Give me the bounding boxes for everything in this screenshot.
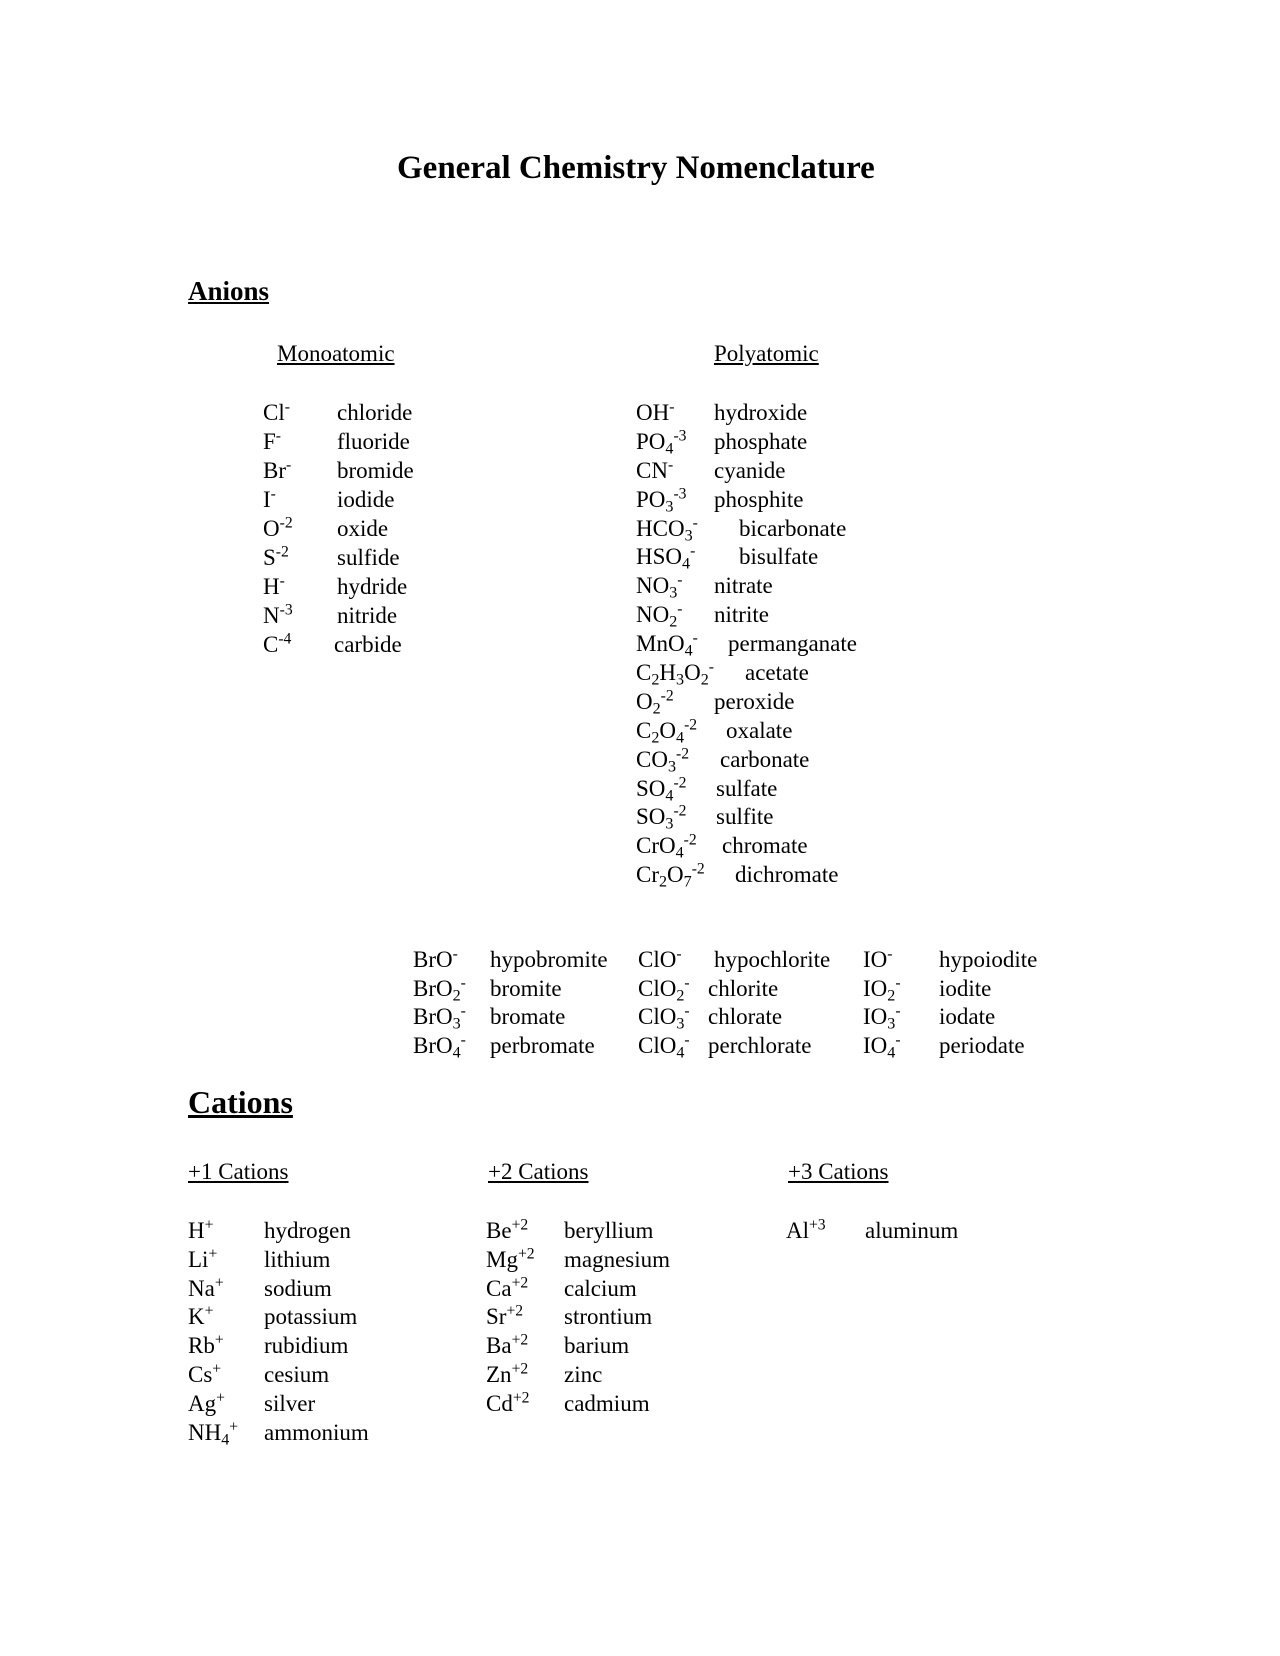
ion-name: aluminum [865,1218,959,1243]
ion-charge: -2 [691,860,705,878]
ion-formula [636,687,674,718]
ion-charge: + [212,1360,222,1378]
formula-subscript: 4 [452,1044,461,1062]
ion-charge: - [286,456,292,474]
ion-charge: +2 [511,1274,529,1291]
ion-name: potassium [264,1304,358,1330]
ion-formula [636,485,687,516]
ion-charge: - [284,398,290,416]
ion-name: zinc [564,1361,603,1387]
monoatomic-heading: Monoatomic [277,341,395,366]
ion-name: nitrite [714,602,769,628]
formula-text: Br [263,458,286,483]
formula-subscript: 3 [665,498,674,516]
ion-name: hydroxide [714,400,808,425]
ion-charge: - [460,1031,466,1049]
formula-text: Be [486,1218,512,1243]
formula-subscript: 3 [669,584,678,602]
ion-charge: + [204,1302,214,1320]
ion-name: phosphite [714,486,804,512]
formula-subscript: 2 [659,873,668,891]
formula-text: Rb [188,1333,215,1359]
ion-charge: - [690,542,696,560]
formula-text: N [263,603,280,628]
formula-text: OH [636,400,670,425]
ion-name: bromide [337,458,414,483]
ion-charge: +2 [506,1302,524,1320]
formula-subscript: 3 [667,758,676,776]
ion-name: sodium [264,1275,332,1301]
ion-charge: - [452,945,458,963]
formula-text: NO [636,573,670,599]
formula-text: O [684,660,701,686]
ion-formula [486,1391,529,1417]
ion-charge: - [677,571,683,589]
ion-name: iodite [939,975,992,1001]
ion-name: peroxide [714,688,795,714]
ion-formula [863,1031,901,1062]
formula-text: Cl [263,400,285,425]
formula-subscript: 4 [675,844,684,862]
formula-subscript: 4 [676,1044,685,1062]
ion-formula [188,1276,224,1302]
ion-name: magnesium [564,1246,671,1272]
ion-name: phosphate [714,428,808,454]
ion-formula [188,1362,221,1388]
formula-subscript: 2 [652,700,661,718]
ion-charge: + [229,1417,239,1435]
ion-charge: - [692,629,698,647]
ion-charge: -2 [684,716,698,734]
formula-text: ClO [638,1033,677,1059]
ion-formula [486,1247,535,1273]
ion-formula [638,947,682,973]
ion-formula [863,1002,901,1033]
formula-text: F [263,429,276,454]
ion-name: hypochlorite [714,947,831,972]
ion-name: hypobromite [490,947,608,972]
formula-text: S [263,545,276,570]
ion-formula [636,860,705,891]
formula-text: H [659,660,677,686]
ion-name: sulfide [337,545,400,570]
formula-text: HSO [636,544,683,570]
ion-charge: - [677,600,683,618]
ion-formula [863,947,893,973]
formula-text: SO [636,804,666,830]
ion-charge: -3 [279,601,293,619]
ion-charge: - [669,398,675,416]
formula-text: CrO [636,833,676,859]
ion-name: sulfite [716,804,774,830]
formula-text: ClO [638,947,677,972]
ion-charge: -2 [676,745,690,763]
ion-charge: +2 [517,1245,535,1263]
ion-formula [636,629,698,660]
ion-charge: +2 [512,1389,530,1407]
ion-charge: + [208,1245,218,1263]
ion-formula [263,487,276,513]
ion-name: chlorate [708,1004,783,1030]
ion-formula [636,831,697,862]
ion-formula [636,400,674,426]
ion-charge: +2 [511,1216,529,1234]
formula-text: O [659,717,677,743]
formula-text: NH [188,1419,222,1445]
ion-name: hydrogen [264,1218,351,1243]
ion-charge: -4 [278,630,292,648]
ion-charge: - [460,974,466,992]
ion-name: bisulfate [739,544,819,570]
ion-charge: - [895,1002,901,1020]
ion-formula [486,1218,528,1244]
ion-name: barium [564,1333,630,1359]
ion-charge: -2 [275,543,289,561]
ion-formula [188,1417,239,1449]
formula-text: O [263,516,280,541]
ion-name: cyanide [714,457,786,483]
ion-name: nitride [337,603,398,628]
ion-charge: - [270,485,276,503]
formula-subscript: 3 [452,1015,461,1033]
formula-text: Ag [188,1390,217,1416]
formula-subscript: 3 [684,527,693,545]
ion-charge: - [887,945,893,963]
formula-text: IO [863,1004,888,1030]
formula-text: Li [188,1246,209,1272]
ion-charge: - [684,1031,690,1049]
ion-name: bicarbonate [739,515,847,541]
formula-subscript: 4 [676,729,685,747]
formula-text: C [636,717,652,743]
formula-text: Ba [486,1333,512,1359]
ion-name: chloride [337,400,413,425]
ion-formula [636,716,698,747]
ion-formula [636,513,698,545]
ion-name: lithium [264,1246,331,1272]
ion-charge: -2 [683,831,697,849]
ion-charge: + [216,1389,225,1407]
ion-formula [486,1304,523,1330]
ion-name: strontium [564,1304,653,1330]
formula-text: HCO [636,515,685,541]
ion-formula [263,603,293,629]
ion-name: carbonate [720,746,810,772]
ion-name: calcium [564,1275,637,1301]
ion-name: dichromate [735,862,839,888]
ion-formula [413,1002,466,1033]
formula-subscript: 2 [669,613,678,631]
plus1-cations-heading: +1 Cations [188,1159,289,1184]
ion-name: oxalate [726,717,793,743]
formula-subscript: 3 [676,1015,685,1033]
ion-charge: +2 [511,1360,529,1378]
plus3-cations-heading: +3 Cations [788,1159,889,1184]
formula-subscript: 4 [665,787,674,805]
formula-subscript: 2 [651,729,660,747]
ion-charge: -2 [673,802,687,820]
ion-name: oxide [337,516,389,541]
formula-text: IO [863,947,888,972]
ion-charge: +2 [511,1331,529,1349]
ion-formula [786,1218,826,1244]
ion-charge: - [667,456,674,474]
ion-charge: - [895,1031,901,1049]
formula-text: C [263,632,279,657]
ion-name: periodate [939,1033,1025,1059]
ion-name: nitrate [714,573,773,599]
formula-text: Al [786,1218,809,1243]
ion-name: chromate [722,833,808,859]
ion-name: rubidium [264,1333,349,1359]
ion-charge: -3 [673,427,687,445]
ion-formula [636,458,673,484]
formula-subscript: 4 [682,555,691,573]
ion-name: bromate [490,1004,566,1030]
ion-charge: -3 [673,485,687,503]
formula-text: NO [636,602,670,628]
plus2-cations-heading: +2 Cations [488,1159,589,1184]
ion-formula [636,802,687,833]
cations-heading: Cations [188,1084,293,1120]
formula-subscript: 2 [651,671,660,689]
page-title: General Chemistry Nomenclature [397,150,875,186]
formula-text: BrO [413,947,453,972]
ion-charge: - [684,974,690,992]
formula-text: IO [863,975,888,1001]
formula-subscript: 3 [665,815,674,833]
formula-text: O [667,862,684,888]
formula-text: Sr [486,1304,507,1330]
ion-formula [486,1362,528,1388]
formula-text: CO [636,746,668,772]
ion-name: beryllium [564,1218,654,1243]
ion-name: perbromate [490,1033,595,1059]
ion-name: fluoride [337,429,410,454]
ion-charge: - [275,427,282,445]
formula-text: H [263,574,280,599]
ion-formula [263,516,293,542]
ion-name: chlorite [708,975,779,1001]
ion-name: cadmium [564,1390,650,1416]
ion-formula [413,947,458,973]
ion-name: sulfate [716,775,778,801]
formula-text: C [636,660,652,686]
formula-text: O [636,688,653,714]
formula-subscript: 3 [887,1015,896,1033]
formula-text: BrO [413,1004,453,1030]
formula-text: CN [636,457,668,483]
formula-text: SO [636,775,666,801]
ion-formula [486,1276,528,1302]
formula-subscript: 2 [452,987,461,1005]
ion-name: hypoiodite [939,947,1038,972]
formula-subscript: 4 [887,1044,896,1062]
formula-text: ClO [638,1004,677,1030]
formula-text: Zn [486,1361,512,1387]
formula-text: Ca [486,1275,512,1301]
ion-charge: +3 [809,1216,826,1234]
ion-formula [638,974,690,1005]
formula-subscript: 2 [887,987,896,1005]
formula-text: IO [863,1033,888,1059]
formula-text: BrO [413,975,453,1001]
ion-formula [188,1218,213,1244]
ion-formula [188,1333,224,1359]
ion-charge: - [676,945,682,963]
ion-formula [636,427,687,458]
ion-formula [263,574,285,600]
ion-name: bromite [490,975,562,1001]
formula-text: Cs [188,1361,213,1387]
formula-subscript: 3 [676,671,685,689]
ion-charge: - [460,1002,466,1020]
ion-charge: - [692,513,698,531]
formula-text: PO [636,486,666,512]
ion-formula [636,773,687,805]
polyatomic-heading: Polyatomic [714,341,819,366]
ion-name: iodate [939,1004,996,1030]
formula-text: I [263,487,271,512]
formula-text: MnO [636,631,685,657]
formula-subscript: 2 [700,671,709,689]
formula-text: H [188,1218,205,1243]
formula-text: PO [636,428,666,454]
ion-name: permanganate [728,631,857,657]
ion-formula [188,1247,217,1273]
ion-charge: + [204,1216,214,1234]
ion-name: iodide [337,487,395,512]
ion-formula [263,545,289,571]
ion-charge: - [708,658,714,676]
formula-subscript: 4 [221,1431,230,1449]
formula-subscript: 4 [665,440,674,458]
ion-name: acetate [745,660,809,686]
ion-charge: -2 [673,773,687,791]
ion-formula [486,1333,528,1359]
ion-formula [263,458,291,484]
ion-name: silver [264,1390,316,1416]
ion-name: carbide [334,632,402,657]
ion-formula [636,658,714,689]
ion-formula [638,1031,690,1062]
ion-charge: + [214,1274,224,1291]
ion-name: hydride [337,574,408,599]
formula-text: Mg [486,1246,518,1272]
formula-text: Cr [636,862,659,888]
ion-charge: - [895,974,901,992]
anions-heading: Anions [188,276,270,306]
ion-formula [188,1304,213,1330]
ion-formula [636,600,683,631]
ion-formula [188,1391,225,1417]
ion-formula [638,1002,690,1033]
ion-formula [863,974,901,1005]
formula-text: Na [188,1275,215,1301]
ion-formula [413,974,466,1005]
ion-formula [636,745,690,776]
ion-charge: - [684,1002,690,1020]
formula-text: ClO [638,975,677,1001]
formula-text: Cd [486,1390,513,1416]
formula-text: K [188,1304,205,1330]
ion-charge: -2 [279,514,293,532]
ion-formula [263,400,290,426]
ion-name: perchlorate [708,1033,812,1059]
formula-text: BrO [413,1033,453,1059]
ion-formula [413,1031,466,1062]
formula-subscript: 4 [684,642,693,660]
ion-charge: - [279,572,285,590]
ion-formula [263,429,281,455]
ion-formula [263,632,291,658]
ion-formula [636,571,683,602]
ion-name: cesium [264,1361,330,1387]
ion-charge: -2 [660,687,674,705]
formula-subscript: 7 [683,873,692,891]
formula-subscript: 2 [676,987,685,1005]
ion-charge: + [214,1331,224,1349]
ion-formula [636,542,696,573]
ion-name: ammonium [264,1419,369,1445]
